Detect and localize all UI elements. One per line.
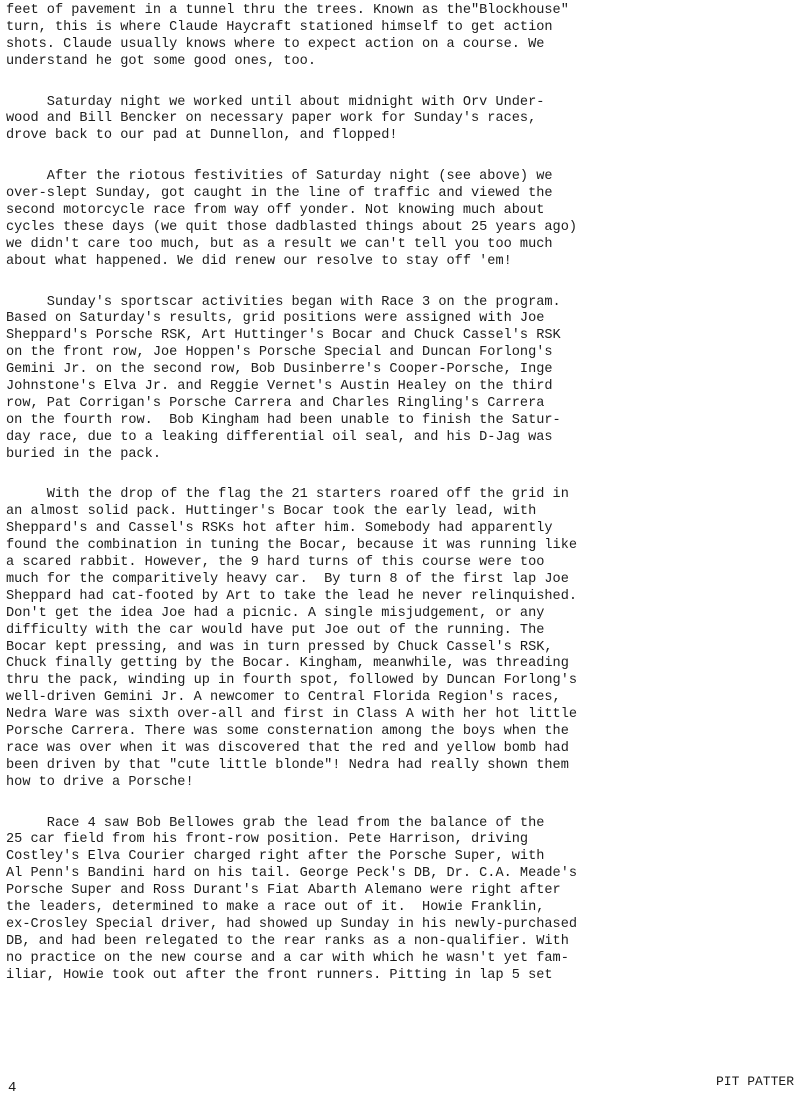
paragraph-race-3-start — [6, 487, 800, 791]
text-line: on the fourth row. Bob Kingham had been unable to finish the Satur- — [6, 412, 561, 428]
text-line: feet of pavement in a tunnel thru the trees. Known as the"Blockhouse" — [6, 3, 569, 18]
text-line: day race, due to a leaking differential oil seal, and his D-Jag was — [6, 429, 553, 445]
text-line: race was over when it was discovered that the red and yellow bomb had — [6, 740, 569, 756]
text-line: well-driven Gemini Jr. A newcomer to Central Florida Region's races, — [6, 690, 561, 706]
text-line: no practice on the new course and a car with which he wasn't yet fam- — [6, 950, 569, 966]
text-line: Based on Saturday's results, grid positions were assigned with Joe — [6, 311, 545, 327]
text-line: over-slept Sunday, got caught in the line of traffic and viewed the — [6, 186, 553, 202]
text-line: we didn't care too much, but as a result we can't tell you too much — [6, 236, 553, 252]
text-line: Bocar kept pressing, and was in turn pressed by Chuck Cassel's RSK, — [6, 639, 553, 655]
text-line: Johnstone's Elva Jr. and Reggie Vernet's Austin Healey on the third — [6, 379, 553, 395]
text-line: turn, this is where Claude Haycraft stationed himself to get action — [6, 19, 553, 35]
text-line: shots. Claude usually knows where to expect action on a course. We — [6, 36, 545, 52]
text-line: After the riotous festivities of Saturday night (see above) we — [6, 169, 553, 185]
page-number: 4 — [8, 1080, 17, 1096]
text-line: Porsche Carrera. There was some consternation among the boys when the — [6, 723, 569, 739]
text-line: Gemini Jr. on the second row, Bob Dusinberre's Cooper-Porsche, Inge — [6, 362, 553, 378]
text-line: Nedra Ware was sixth over-all and first in Class A with her hot little — [6, 707, 578, 723]
text-line: With the drop of the flag the 21 starters roared off the grid in — [6, 487, 569, 503]
text-line: Sheppard's and Cassel's RSKs hot after him. Somebody had apparently — [6, 521, 553, 537]
text-line: ex-Crosley Special driver, had showed up Sunday in his newly-purchased — [6, 916, 578, 932]
text-line: 25 car field from his front-row position. Pete Harrison, driving — [6, 832, 529, 848]
paragraph-race-4 — [6, 816, 800, 985]
text-line: Don't get the idea Joe had a picnic. A single misjudgement, or any — [6, 605, 545, 621]
text-line: Porsche Super and Ross Durant's Fiat Abarth Alemano were right after — [6, 883, 561, 899]
text-line: wood and Bill Bencker on necessary paper work for Sunday's races, — [6, 111, 537, 127]
text-line: Chuck finally getting by the Bocar. Kingham, meanwhile, was threading — [6, 656, 569, 672]
text-line: on the front row, Joe Hoppen's Porsche Special and Duncan Forlong's — [6, 345, 553, 361]
text-line: found the combination in tuning the Bocar, because it was running like — [6, 538, 578, 554]
text-line: difficulty with the car would have put Joe out of the running. The — [6, 622, 545, 638]
paragraph-blockhouse-turn — [6, 3, 800, 71]
text-line: Costley's Elva Courier charged right after the Porsche Super, with — [6, 849, 545, 865]
text-line: second motorcycle race from way off yonder. Not knowing much about — [6, 203, 545, 219]
paragraph-saturday-night — [6, 95, 800, 146]
text-line: about what happened. We did renew our resolve to stay off 'em! — [6, 253, 512, 269]
text-line: DB, and had been relegated to the rear ranks as a non-qualifier. With — [6, 933, 569, 949]
paragraph-race-3-grid — [6, 295, 800, 464]
paragraph-motorcycle-race — [6, 169, 800, 270]
text-line: understand he got some good ones, too. — [6, 53, 316, 69]
text-line: buried in the pack. — [6, 446, 161, 462]
text-line: Sheppard had cat-footed by Art to take the lead he never relinquished. — [6, 588, 578, 604]
text-line: an almost solid pack. Huttinger's Bocar took the early lead, with — [6, 504, 537, 520]
text-line: Sunday's sportscar activities began with Race 3 on the program. — [6, 294, 561, 310]
text-line: row, Pat Corrigan's Porsche Carrera and Charles Ringling's Carrera — [6, 395, 545, 411]
text-line: iliar, Howie took out after the front runners. Pitting in lap 5 set — [6, 967, 553, 983]
publication-name: PIT PATTER — [715, 1074, 794, 1089]
text-line: cycles these days (we quit those dadblasted things about 25 years ago) — [6, 219, 578, 235]
text-line: Al Penn's Bandini hard on his tail. George Peck's DB, Dr. C.A. Meade's — [6, 866, 578, 882]
text-line: Saturday night we worked until about midnight with Orv Under- — [6, 94, 545, 110]
text-line: Sheppard's Porsche RSK, Art Huttinger's Bocar and Chuck Cassel's RSK — [6, 328, 561, 344]
text-line: a scared rabbit. However, the 9 hard turns of this course were too — [6, 555, 545, 571]
text-line: the leaders, determined to make a race out of it. Howie Franklin, — [6, 899, 545, 915]
text-line: been driven by that "cute little blonde"! Nedra had really shown them — [6, 757, 569, 773]
text-line: how to drive a Porsche! — [6, 774, 194, 790]
text-line: much for the comparitively heavy car. By turn 8 of the first lap Joe — [6, 571, 569, 587]
text-line: Race 4 saw Bob Bellowes grab the lead from the balance of the — [6, 815, 545, 831]
text-line: drove back to our pad at Dunnellon, and flopped! — [6, 128, 398, 144]
text-line: thru the pack, winding up in fourth spot, followed by Duncan Forlong's — [6, 673, 578, 689]
